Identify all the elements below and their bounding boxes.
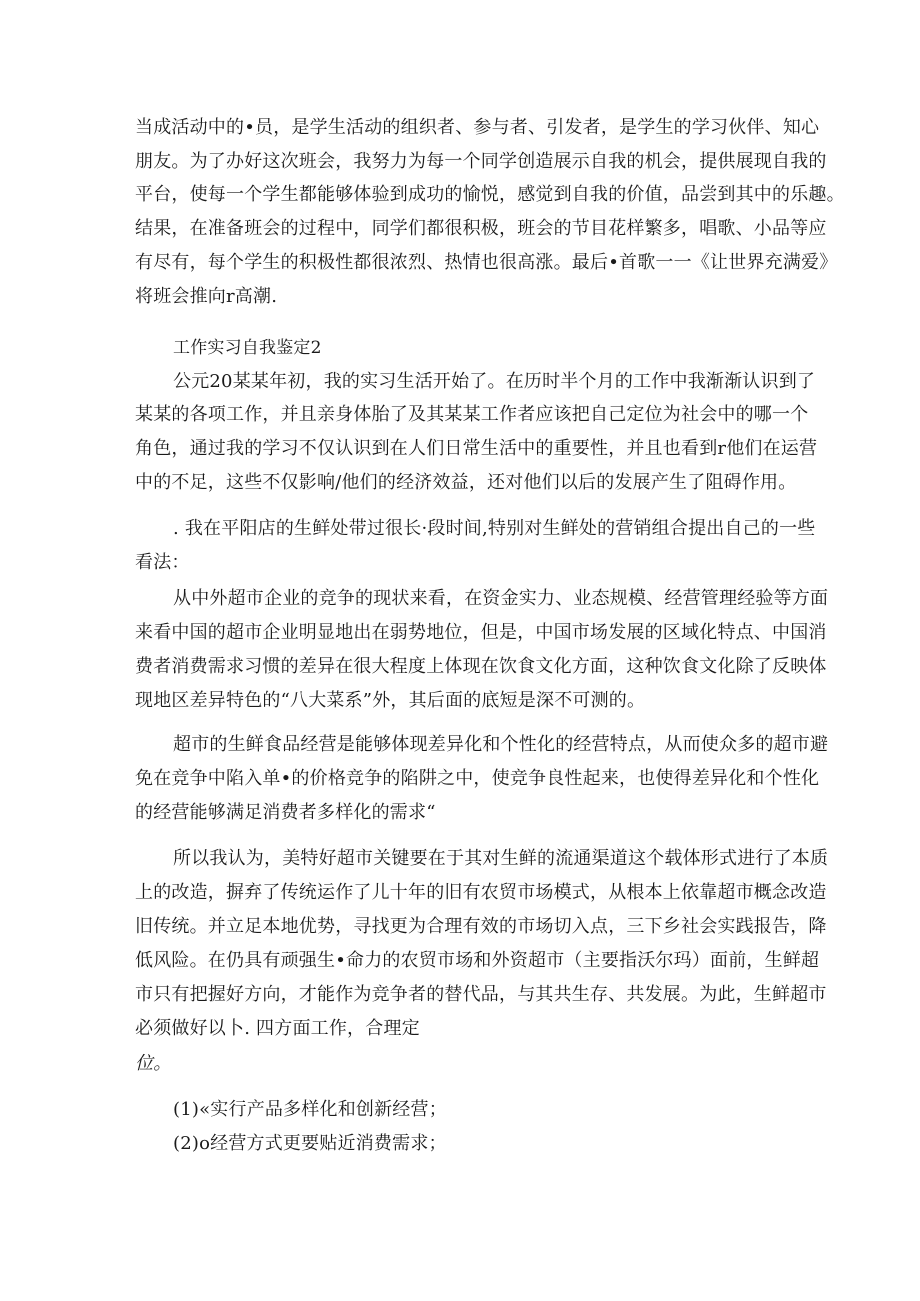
text-line: 平台，使每一个学生都能够体验到成功的愉悦，感觉到自我的价值，品尝到其中的乐趣。 <box>135 184 845 205</box>
text-line: 中的不足，这些不仅影响/他们的经济效益，还对他们以后的发展产生了阻碍作用。 <box>135 472 797 493</box>
text-line: 上的改造，摒弃了传统运作了儿十年的旧有农贸市场模式，从根本上依靠超市概念改造 <box>135 882 827 903</box>
text-line: 的经营能够满足消费者多样化的需求“ <box>135 802 436 823</box>
text-line: 公元20某某年初，我的实习生活开始了。在历时半个月的工作中我渐渐认识到了 <box>173 371 816 392</box>
text-line: 来看中国的超市企业明显地出在弱势地位，但是，中国市场发展的区域化特点、中国消 <box>135 622 827 643</box>
text-line: 有尽有，每个学生的积极性都很浓烈、热情也很高涨。最后•首歌一一《让世界充满爱》 <box>135 252 838 273</box>
text-line: 费者消费需求习惯的差异在很大程度上体现在饮食文化方面，这种饮食文化除了反映体 <box>135 656 827 677</box>
text-line: 结果，在准备班会的过程中，同学们都很积极，班会的节目花样繁多，唱歌、小品等应 <box>135 218 827 239</box>
section-heading: 工作实习自我鉴定2 <box>173 338 322 358</box>
text-line: 现地区差异特色的“八大菜系”外，其后面的底短是深不可测的。 <box>135 690 646 711</box>
text-line: 旧传统。并立足本地优势，寻找更为合理有效的市场切入点，三下乡社会实践报告，降 <box>135 916 827 937</box>
list-item: (1)«实行产品多样化和创新经营； <box>173 1099 447 1120</box>
text-line: 将班会推向r高潮. <box>135 286 278 307</box>
list-item: (2)o经营方式更要贴近消费需求； <box>173 1133 447 1154</box>
text-line: 所以我认为，美特好超市关键要在于其对生鲜的流通渠道这个载体形式进行了本质 <box>173 848 829 869</box>
text-line: 低风险。在仍具有顽强生•命力的农贸市场和外资超市（主要指沃尔玛）面前，生鲜超 <box>135 950 820 971</box>
text-line: 朋友。为了办好这次班会，我努力为每一个同学创造展示自我的机会，提供展现自我的 <box>135 151 827 172</box>
text-line: 看法： <box>135 552 190 573</box>
text-line: 免在竞争中陷入单•的价格竞争的陷阱之中，使竞争良性起来，也使得差异化和个性化 <box>135 768 820 789</box>
text-line: 某某的各项工作，并且亲身体胎了及其某某工作者应该把自己定位为社会中的哪一个 <box>135 404 809 425</box>
text-line: 市只有把握好方向，才能作为竞争者的替代品，与其共生存、共发展。为此，生鲜超市 <box>135 984 827 1005</box>
text-line: 角色，通过我的学习不仅认识到在人们日常生活中的重要性，并且也看到r他们在运营 <box>135 438 818 459</box>
text-line: . 我在平阳店的生鲜处带过很长·段时间,特别对生鲜处的营销组合提出自己的一些 <box>173 518 816 539</box>
text-line: 超市的生鲜食品经营是能够体现差异化和个性化的经营特点，从而使众多的超市避 <box>173 734 829 755</box>
text-line: 必须做好以卜. 四方面工作，合理定 <box>135 1018 420 1039</box>
text-line: 当成活动中的•员，是学生活动的组织者、参与者、引发者，是学生的学习伙伴、知心 <box>135 117 820 138</box>
text-line: 从中外超市企业的竞争的现状来看，在资金实力、业态规模、经营管理经验等方面 <box>173 588 829 609</box>
text-line: 位。 <box>135 1053 172 1074</box>
